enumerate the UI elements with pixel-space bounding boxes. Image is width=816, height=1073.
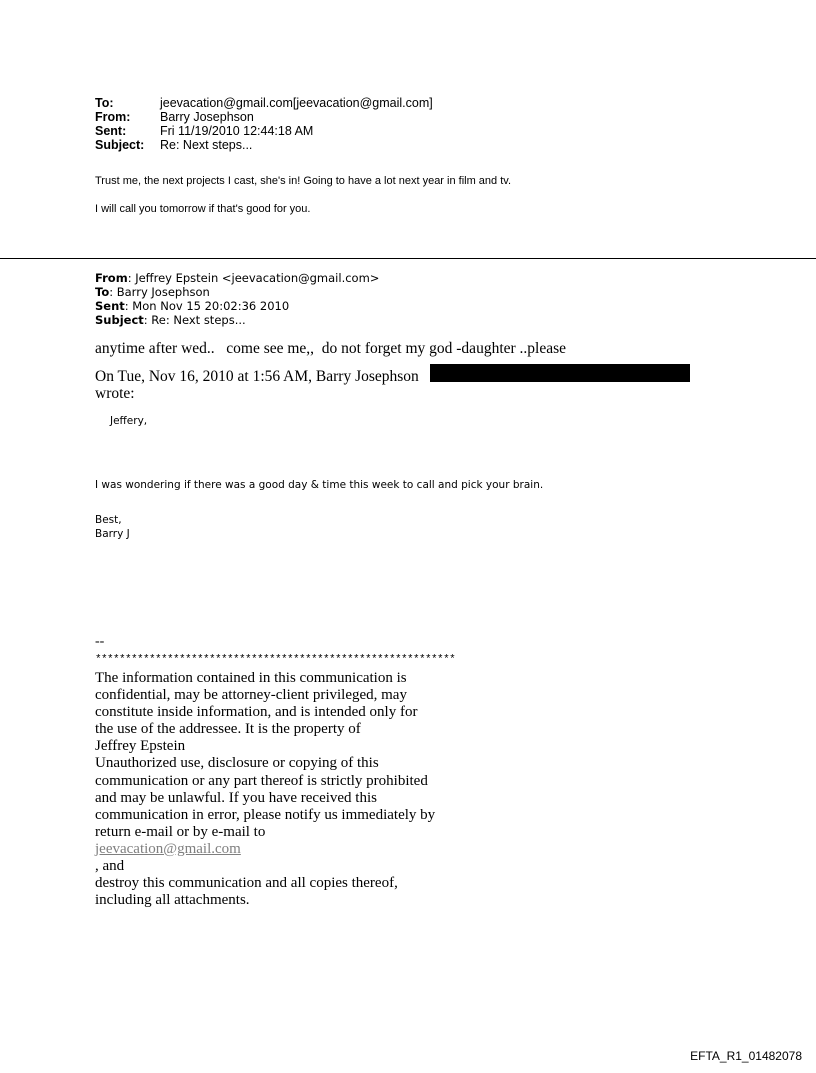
- email2-from-label: From: [95, 271, 128, 285]
- signature-dashes: --: [95, 634, 105, 649]
- quote-header-line1: On Tue, Nov 16, 2010 at 1:56 AM, Barry Josephson: [95, 368, 419, 385]
- disclaimer-link-suffix: , and: [95, 858, 125, 875]
- document-id: EFTA_R1_01482078: [690, 1049, 802, 1063]
- email1-to-label: To:: [95, 96, 114, 110]
- email1-subject-value: Re: Next steps...: [160, 138, 253, 152]
- email2-subject-row: [95, 314, 246, 327]
- email2-to-label: To: [95, 285, 110, 299]
- email1-subject-row: [95, 138, 252, 152]
- disclaimer-line: destroy this communication and all copies thereof,: [95, 875, 398, 892]
- email1-to-value: jeevacation@gmail.com[jeevacation@gmail.com]: [160, 96, 433, 110]
- disclaimer-link-prefix: return e-mail or by e-mail to: [95, 823, 270, 840]
- email2-subject-label: Subject: [95, 313, 144, 327]
- email1-sent-value: Fri 11/19/2010 12:44:18 AM: [160, 124, 314, 138]
- email2-sent-label: Sent: [95, 299, 125, 313]
- email2-to-value: : Barry Josephson: [109, 285, 210, 299]
- email1-sent-label: Sent:: [95, 124, 127, 138]
- email2-from-value: : Jeffrey Epstein <jeevacation@gmail.com>: [127, 271, 380, 285]
- disclaimer-line: confidential, may be attorney-client privileged, may: [95, 687, 407, 704]
- email1-body-line1: Trust me, the next projects I cast, she's in! Going to have a lot next year in film and tv.: [95, 175, 512, 187]
- quoted-signoff-2: Barry J: [95, 528, 130, 540]
- email2-body: anytime after wed.. come see me,, do not forget my god -daughter ..please: [95, 340, 567, 357]
- email1-from-label: From:: [95, 110, 131, 124]
- email-link[interactable]: jeevacation@gmail.com: [95, 840, 241, 857]
- email1-sent-row: [95, 124, 313, 138]
- email2-subject-value: : Re: Next steps...: [143, 313, 246, 327]
- disclaimer-line: communication or any part thereof is strictly prohibited: [95, 772, 428, 789]
- disclaimer-line: including all attachments.: [95, 892, 250, 909]
- disclaimer-line: Unauthorized use, disclosure or copying of this: [95, 755, 379, 772]
- email2-sent-value: : Mon Nov 15 20:02:36 2010: [124, 299, 290, 313]
- redaction-box: [430, 364, 690, 382]
- email2-to-row: [95, 286, 210, 299]
- disclaimer: [95, 670, 515, 909]
- email1-body-line2: I will call you tomorrow if that's good for you.: [95, 203, 311, 215]
- email1-to-row: [95, 96, 433, 110]
- email2-from-row: [95, 272, 379, 285]
- disclaimer-line: Jeffrey Epstein: [95, 738, 186, 755]
- quote-header-line2: wrote:: [95, 385, 135, 402]
- divider: [0, 258, 816, 259]
- email1-from-row: [95, 110, 254, 124]
- disclaimer-line: constitute inside information, and is intended only for: [95, 704, 418, 721]
- signature-stars: ************************************************************: [95, 654, 456, 666]
- disclaimer-link-line: [95, 824, 515, 875]
- quoted-body: I was wondering if there was a good day & time this week to call and pick your brain.: [95, 479, 544, 491]
- disclaimer-line: The information contained in this communication is: [95, 670, 407, 686]
- email2-sent-row: [95, 300, 289, 313]
- disclaimer-line: the use of the addressee. It is the property of: [95, 721, 361, 738]
- email1-subject-label: Subject:: [95, 138, 145, 152]
- disclaimer-line: and may be unlawful. If you have received this: [95, 789, 377, 806]
- quoted-greeting: Jeffery,: [110, 415, 148, 427]
- email1-from-value: Barry Josephson: [160, 110, 254, 124]
- quoted-signoff-1: Best,: [95, 514, 122, 526]
- disclaimer-line: communication in error, please notify us immediately by: [95, 806, 436, 823]
